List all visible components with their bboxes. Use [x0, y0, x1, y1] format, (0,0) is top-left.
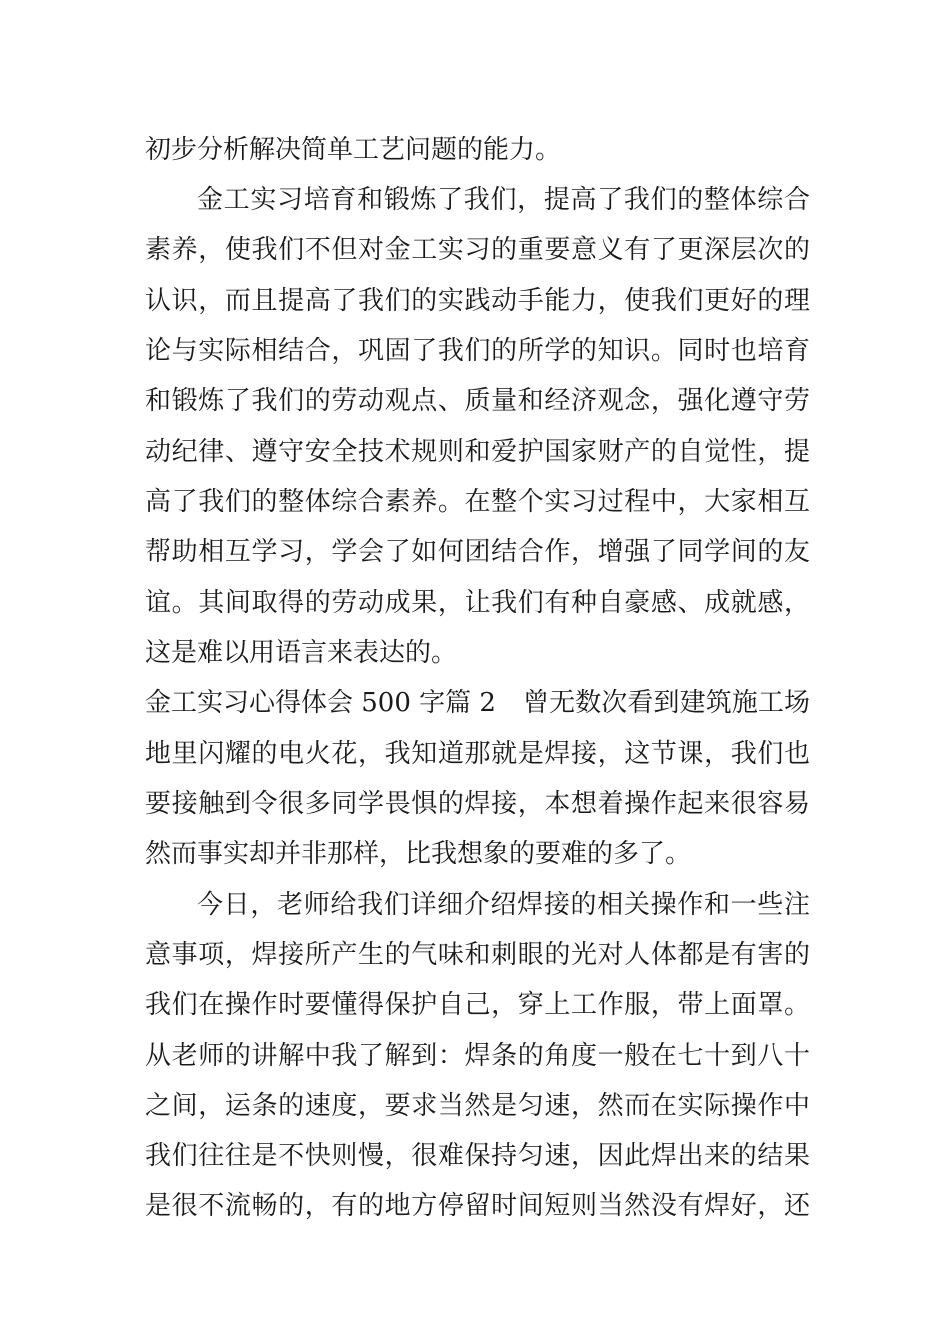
section-heading-line [145, 683, 810, 723]
paragraph-line: 地里闪耀的电火花，我知道那就是焊接，这节课，我们也 [145, 739, 810, 769]
paragraph-line: 我们往往是不快则慢，很难保持匀速，因此焊出来的结果 [145, 1141, 810, 1171]
section-heading: 金工实习心得体会 500 字篇 2 [145, 688, 496, 718]
paragraph-line: 这是难以用语言来表达的。 [145, 638, 458, 668]
paragraph-line: 然而事实却并非那样，比我想象的要难的多了。 [145, 839, 692, 869]
paragraph-line: 要接触到令很多同学畏惧的焊接，本想着操作起来很容易 [145, 789, 810, 819]
paragraph-line: 认识，而且提高了我们的实践动手能力，使我们更好的理 [145, 286, 810, 316]
paragraph-line: 曾无数次看到建筑施工场 [523, 688, 810, 718]
paragraph-line: 今日，老师给我们详细介绍焊接的相关操作和一些注 [197, 890, 810, 920]
paragraph-line: 论与实际相结合，巩固了我们的所学的知识。同时也培育 [145, 336, 810, 366]
paragraph-line: 之间，运条的速度，要求当然是匀速，然而在实际操作中 [145, 1091, 810, 1121]
paragraph-line: 我们在操作时要懂得保护自己，穿上工作服，带上面罩。 [145, 990, 810, 1020]
paragraph-line: 意事项，焊接所产生的气味和刺眼的光对人体都是有害的 [145, 940, 810, 970]
paragraph-line: 从老师的讲解中我了解到：焊条的角度一般在七十到八十 [145, 1041, 810, 1071]
paragraph-line: 是很不流畅的，有的地方停留时间短则当然没有焊好，还 [145, 1191, 810, 1221]
paragraph-line: 谊。其间取得的劳动成果，让我们有种自豪感、成就感， [145, 588, 810, 618]
paragraph-line: 金工实习培育和锻炼了我们，提高了我们的整体综合 [197, 185, 810, 215]
paragraph-line: 动纪律、遵守安全技术规则和爱护国家财产的自觉性，提 [145, 437, 810, 467]
paragraph-line: 高了我们的整体综合素养。在整个实习过程中，大家相互 [145, 487, 810, 517]
paragraph-line: 帮助相互学习，学会了如何团结合作，增强了同学间的友 [145, 537, 810, 567]
paragraph-line: 素养，使我们不但对金工实习的重要意义有了更深层次的 [145, 235, 810, 265]
paragraph-line: 和锻炼了我们的劳动观点、质量和经济观念，强化遵守劳 [145, 386, 810, 416]
paragraph-line: 初步分析解决简单工艺问题的能力。 [145, 135, 562, 165]
